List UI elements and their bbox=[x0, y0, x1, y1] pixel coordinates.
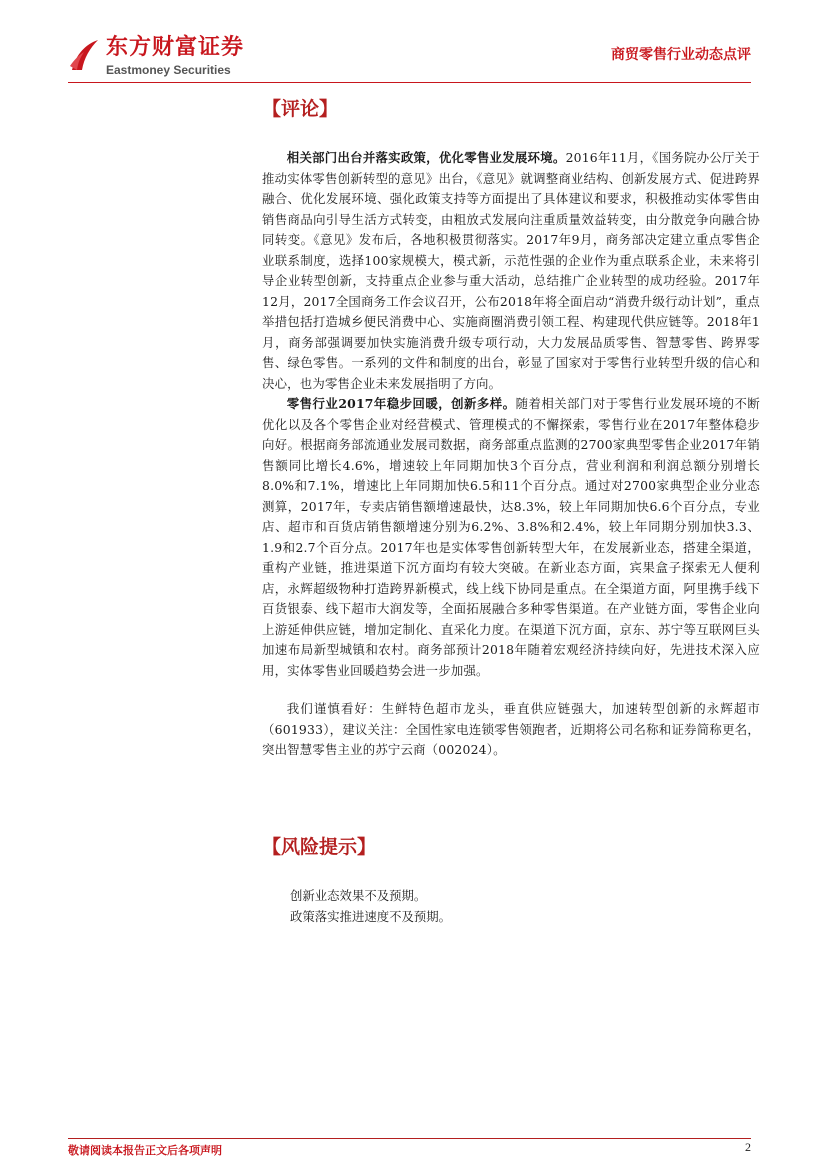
risk-list bbox=[290, 886, 451, 927]
paragraph-recovery-lead: 零售行业2017年稳步回暖，创新多样。 bbox=[286, 396, 516, 411]
logo-chinese-name: 东方财富证券 bbox=[106, 35, 245, 60]
page-header bbox=[0, 0, 827, 90]
paragraph-policy bbox=[262, 148, 760, 394]
risk-item: 创新业态效果不及预期。 bbox=[290, 888, 427, 903]
footer-disclaimer: 敬请阅读本报告正文后各项声明 bbox=[68, 1144, 222, 1157]
paragraph-recommendation: 我们谨慎看好：生鲜特色超市龙头，垂直供应链强大，加速转型创新的永辉超市（601933），建议关注：全国性家电连锁零售领跑者，近期将公司名称和证券简称更名，突出智慧零售主业的苏宁云商（002024）。 bbox=[262, 701, 760, 757]
comment-body bbox=[262, 148, 760, 761]
paragraph-policy-lead: 相关部门出台并落实政策，优化零售业发展环境。 bbox=[286, 150, 566, 165]
comment-heading: 【评论】 bbox=[262, 98, 339, 120]
report-type-title: 商贸零售行业动态点评 bbox=[611, 47, 751, 63]
header-divider bbox=[68, 82, 751, 83]
risk-heading: 【风险提示】 bbox=[262, 836, 377, 858]
paragraph-recovery bbox=[262, 394, 760, 681]
page-number: 2 bbox=[745, 1140, 751, 1154]
paragraph-recovery-text: 随着相关部门对于零售行业发展环境的不断优化以及各个零售企业对经营模式、管理模式的不懈探索，零售行业在2017年整体稳步向好。根据商务部流通业发展司数据，商务部重点监测的2700家典型零售企业2017年销售额同比增长4.6%，增速较上年同期加快3个百分点，营业利润和利润总额分别增长8.0%和7.1%，增速比上年同期加快6.5和11个百分点。通过对2700家典型企业分业态测算，2017年，专卖店销售额增速最快，达8.3%，较上年同期加快6.6个百分点，专业店、超市和百货店销售额增速分别为6.2%、3.8%和2.4%，较上年同期分别加快3.3、1.9和2.7个百分点。2017年也是实体零售创新转型大年，在发展新业态，搭建全渠道，重构产业链，推进渠道下沉方面均有较大突破。在新业态方面，宾果盒子探索无人便利店，永辉超级物种打造跨界新模式，线上线下协同是重点。在全渠道方面，阿里携手线下百货银泰、线下超市大润发等，全面拓展融合多种零售渠道。在产业链方面，零售企业向上游延伸供应链，增加定制化、直采化力度。在渠道下沉方面，京东、苏宁等互联网巨头加速布局新型城镇和农村。商务部预计2018年随着宏观经济持续向好，先进技术深入应用，实体零售业回暖趋势会进一步加强。 bbox=[262, 396, 760, 678]
company-logo bbox=[68, 36, 244, 78]
footer-divider bbox=[68, 1138, 751, 1139]
eastmoney-logo-icon bbox=[68, 36, 100, 74]
risk-item: 政策落实推进速度不及预期。 bbox=[290, 908, 452, 924]
paragraph-policy-text: 2016年11月，《国务院办公厅关于推动实体零售创新转型的意见》出台，《意见》就调整商业结构、创新发展方式、促进跨界融合、优化发展环境、强化政策支持等方面提出了具体建议和要求，积极推动实体零售由销售商品向引导生活方式转变，由粗放式发展向注重质量效益转变，由分散竞争向融合协同转变。《意见》发布后，各地积极贯彻落实。2017年9月，商务部决定建立重点零售企业联系制度，选择100家规模大，模式新，示范性强的企业作为重点联系企业，未来将引导企业转型创新，支持重点企业参与重大活动，总结推广企业转型的成功经验。2017年12月，2017全国商务工作会议召开，公布2018年将全面启动“消费升级行动计划”，重点举措包括打造城乡便民消费中心、实施商圈消费引领工程、构建现代供应链等。2018年1月，商务部强调要加快实施消费升级专项行动，大力发展品质零售、智慧零售、跨界零售、绿色零售。一系列的文件和制度的出台，彰显了国家对于零售行业转型升级的信心和决心，也为零售企业未来发展指明了方向。 bbox=[262, 150, 760, 391]
logo-english-name: Eastmoney Securities bbox=[106, 63, 231, 77]
